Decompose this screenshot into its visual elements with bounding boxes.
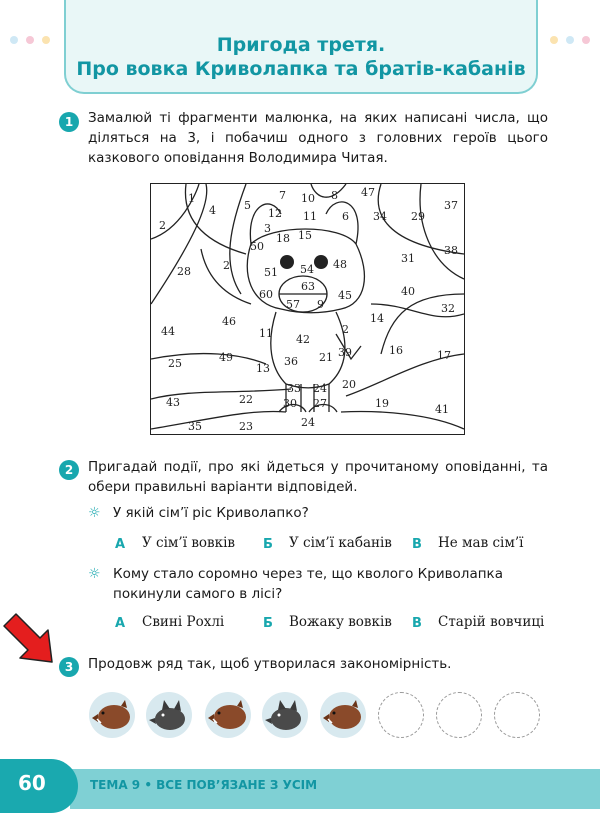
q2-option-a-letter[interactable]: А: [115, 616, 126, 631]
lesson-title-line2: Про вовка Криволапка та братів-кабанів: [76, 58, 526, 80]
picture-number: 12: [268, 207, 282, 220]
picture-number: 35: [188, 420, 202, 433]
picture-number: 20: [342, 378, 356, 391]
page-number: 60: [0, 759, 78, 813]
picture-number: 23: [239, 420, 253, 433]
red-arrow-icon: [2, 612, 64, 668]
picture-number: 28: [177, 265, 191, 278]
picture-number: 19: [375, 397, 389, 410]
picture-number: 47: [361, 186, 375, 199]
picture-number: 42: [296, 333, 310, 346]
coloring-picture-lines: [151, 184, 464, 434]
boar-icon: [320, 692, 366, 738]
picture-number: 46: [222, 315, 236, 328]
picture-number: 10: [301, 192, 315, 205]
lesson-title-box: [64, 0, 538, 94]
lesson-title-line1: Пригода третя.: [216, 34, 386, 56]
boar-icon: [89, 692, 135, 738]
picture-number: 4: [209, 204, 216, 217]
task-3-number: 3: [59, 657, 79, 677]
picture-number: 2: [159, 219, 166, 232]
picture-number: 24: [301, 416, 315, 429]
sun-icon: ☼: [88, 566, 101, 582]
picture-number: 14: [370, 312, 384, 325]
picture-number: 37: [444, 199, 458, 212]
q1-option-c-text[interactable]: Не мав сім’ї: [438, 535, 524, 551]
picture-number: 11: [303, 210, 317, 223]
picture-number: 33: [287, 382, 301, 395]
task-3-text: Продовж ряд так, щоб утворилася закономірність.: [88, 656, 452, 672]
picture-number: 31: [401, 252, 415, 265]
q2-option-b-text[interactable]: Вожаку вовків: [289, 614, 392, 630]
topic-label: ТЕМА 9 • ВСЕ ПОВ’ЯЗАНЕ З УСІМ: [90, 778, 318, 792]
picture-number: 6: [342, 210, 349, 223]
q1-option-c-letter[interactable]: В: [412, 537, 422, 552]
picture-numbers: [159, 186, 458, 433]
empty-sequence-slot[interactable]: [378, 692, 424, 738]
q1-option-a-text[interactable]: У сім’ї вовків: [142, 535, 236, 551]
q1-option-b-text[interactable]: У сім’ї кабанів: [289, 535, 392, 551]
picture-number: 25: [168, 357, 182, 370]
picture-number: 32: [441, 302, 455, 315]
picture-number: 7: [279, 189, 286, 202]
q2-option-a-text[interactable]: Свині Рохлі: [142, 614, 225, 630]
picture-number: 44: [161, 325, 175, 338]
picture-number: 9: [317, 298, 324, 311]
q1-option-a-letter[interactable]: А: [115, 537, 126, 552]
q2-option-c-text[interactable]: Старій вовчиці: [438, 614, 545, 630]
picture-number: 49: [219, 351, 233, 364]
picture-number: 24: [313, 382, 327, 395]
picture-number: 13: [256, 362, 270, 375]
picture-number: 60: [259, 288, 273, 301]
wolf-icon: [146, 692, 192, 738]
picture-number: 43: [166, 396, 180, 409]
picture-number: 16: [389, 344, 403, 357]
empty-sequence-slot[interactable]: [494, 692, 540, 738]
page-footer: [0, 759, 600, 813]
q1-option-b-letter[interactable]: Б: [263, 537, 273, 552]
q2-option-c-letter[interactable]: В: [412, 616, 422, 631]
sun-icon: ☼: [88, 505, 101, 521]
picture-number: 45: [338, 289, 352, 302]
picture-number: 38: [444, 244, 458, 257]
task-2-text: Пригадай події, про які йдеться у прочитаному оповіданні, та обери правильні варіанти відповідей.: [88, 459, 548, 495]
picture-number: 8: [331, 189, 338, 202]
boar-icon: [205, 692, 251, 738]
question-2-text: Кому стало соромно через те, що кволого Криволапка покинули самого в лісі?: [113, 566, 503, 602]
picture-number: 18: [276, 232, 290, 245]
picture-number: 11: [259, 327, 273, 340]
picture-number: 48: [333, 258, 347, 271]
picture-number: 54: [300, 263, 314, 276]
picture-number: 51: [264, 266, 278, 279]
picture-number: 15: [298, 229, 312, 242]
task-1-text: Замалюй ті фрагменти малюнка, на яких написані числа, що діляться на 3, і побачиш одного з головних героїв цього казкового оповідання Володимира Читая.: [88, 110, 548, 166]
picture-number: 2: [223, 259, 230, 272]
picture-number: 36: [284, 355, 298, 368]
picture-number: 40: [401, 285, 415, 298]
picture-number: 5: [244, 199, 251, 212]
picture-number: 50: [250, 240, 264, 253]
picture-number: 34: [373, 210, 387, 223]
picture-number: 41: [435, 403, 449, 416]
picture-number: 27: [313, 397, 327, 410]
empty-sequence-slot[interactable]: [436, 692, 482, 738]
picture-number: 1: [188, 192, 195, 205]
picture-number: 21: [319, 351, 333, 364]
picture-number: 22: [239, 393, 253, 406]
task-1-number: 1: [59, 112, 79, 132]
picture-number: 57: [286, 298, 300, 311]
picture-number: 17: [437, 349, 451, 362]
task-2-number: 2: [59, 460, 79, 480]
wolf-icon: [262, 692, 308, 738]
question-1-text: У якій сім’ї ріс Криволапко?: [113, 505, 309, 521]
coloring-picture[interactable]: [150, 183, 465, 435]
picture-number: 3: [264, 222, 271, 235]
picture-number: 39: [338, 346, 352, 359]
picture-number: 2: [342, 323, 349, 336]
picture-number: 63: [301, 280, 315, 293]
picture-number: 30: [283, 397, 297, 410]
picture-number: 29: [411, 210, 425, 223]
q2-option-b-letter[interactable]: Б: [263, 616, 273, 631]
